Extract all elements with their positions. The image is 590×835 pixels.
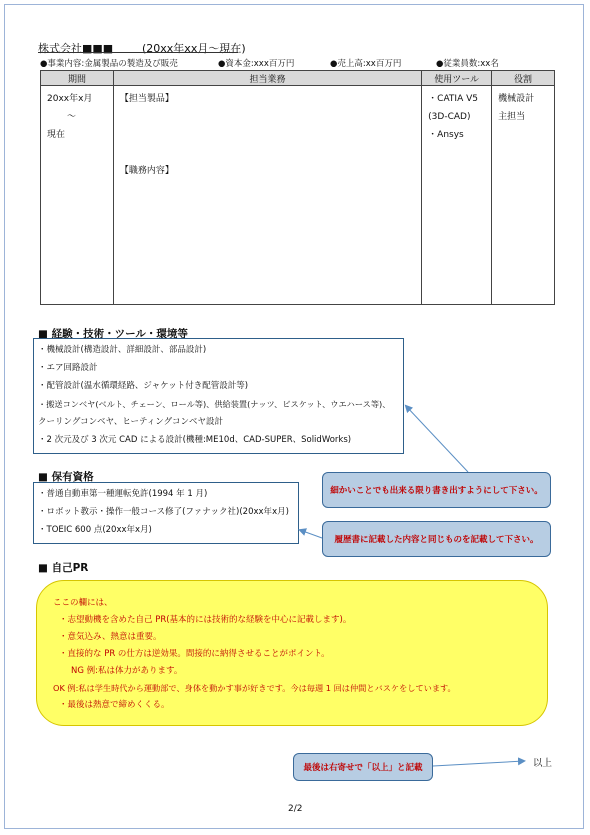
self-pr-heading: ■ 自己PR xyxy=(38,562,89,574)
page-number: 2/2 xyxy=(288,804,303,814)
duty-content-label: 【職務内容】 xyxy=(119,166,174,176)
business-content: ●事業内容:金属製品の製造及び販売 xyxy=(40,59,178,69)
role-item: 主担当 xyxy=(498,112,526,122)
closing-text: 以上 xyxy=(533,758,553,769)
list-item: ・エア回路設計 xyxy=(38,363,98,373)
tool-item: (3D-CAD) xyxy=(428,112,471,122)
pr-line: ・意気込み、熱意は重要。 xyxy=(59,632,162,642)
arrow-to-experience xyxy=(406,406,468,472)
self-pr-box xyxy=(36,580,548,726)
role-item: 機械設計 xyxy=(498,94,535,104)
tool-item: ・Ansys xyxy=(428,130,464,140)
note-same-as-resume: 履歴書に記載した内容と同じものを記載して下さい。 xyxy=(322,521,551,557)
list-item: ・機械設計(構造設計、詳細設計、部品設計) xyxy=(38,345,207,355)
list-item: ・配管設計(温水循環経路、ジャケット付き配管設計等) xyxy=(38,381,249,391)
list-item: クーリングコンベヤ、ヒーティングコンベヤ設計 xyxy=(38,417,223,427)
employment-period: (20xx年xx月〜現在) xyxy=(142,42,246,55)
pr-line: ・最後は熱意で締めくくる。 xyxy=(59,700,170,710)
note-right-align: 最後は右寄せで「以上」と記載 xyxy=(293,753,433,781)
qualifications-heading: ■ 保有資格 xyxy=(38,471,94,483)
arrow-to-closing xyxy=(433,761,524,766)
sales: ●売上高:xx百万円 xyxy=(330,59,402,69)
header-role: 役割 xyxy=(492,71,555,86)
tool-item: ・CATIA V5 xyxy=(428,94,478,104)
arrow-to-qualifications xyxy=(300,530,322,538)
list-item: ・ロボット教示・操作一般コース修了(ファナック社)(20xx年x月) xyxy=(38,507,289,517)
list-item: ・普通自動車第一種運転免許(1994 年 1 月) xyxy=(38,489,208,499)
period-tilde: 〜 xyxy=(67,112,77,122)
period-from: 20xx年x月 xyxy=(47,94,93,104)
pr-line: OK 例:私は学生時代から運動部で、身体を動かす事が好きです。今は毎週 1 回は仲間とバスケをしています。 xyxy=(53,683,456,693)
experience-heading: ■ 経験・技術・ツール・環境等 xyxy=(38,328,188,340)
header-duties: 担当業務 xyxy=(113,71,421,86)
duty-products-label: 【担当製品】 xyxy=(119,94,174,104)
note-detail: 細かいことでも出来る限り書き出すようにして下さい。 xyxy=(322,472,551,508)
period-to: 現在 xyxy=(47,130,66,140)
company-name: 株式会社■■■ xyxy=(38,42,114,55)
employee-count: ●従業員数:xx名 xyxy=(436,59,499,69)
capital: ●資本金:xxx百万円 xyxy=(218,59,295,69)
header-tools: 使用ツール xyxy=(422,71,492,86)
pr-line: ・直接的な PR の仕方は逆効果。間接的に納得させることがポイント。 xyxy=(59,649,330,659)
header-period: 期間 xyxy=(41,71,114,86)
pr-line: ここの欄には、 xyxy=(53,598,113,608)
pr-line: NG 例:私は体力があります。 xyxy=(71,666,183,676)
list-item: ・TOEIC 600 点(20xx年x月) xyxy=(38,525,152,535)
list-item: ・搬送コンベヤ(ベルト、チェーン、ロール等)、供給装置(ナッツ、ビスケット、ウエハース等)、 xyxy=(38,399,391,409)
list-item: ・2 次元及び 3 次元 CAD による設計(機種:ME10d、CAD-SUPER、SolidWorks) xyxy=(38,435,352,445)
pr-line: ・志望動機を含めた自己 PR(基本的には技術的な経験を中心に記載します)。 xyxy=(59,615,352,625)
